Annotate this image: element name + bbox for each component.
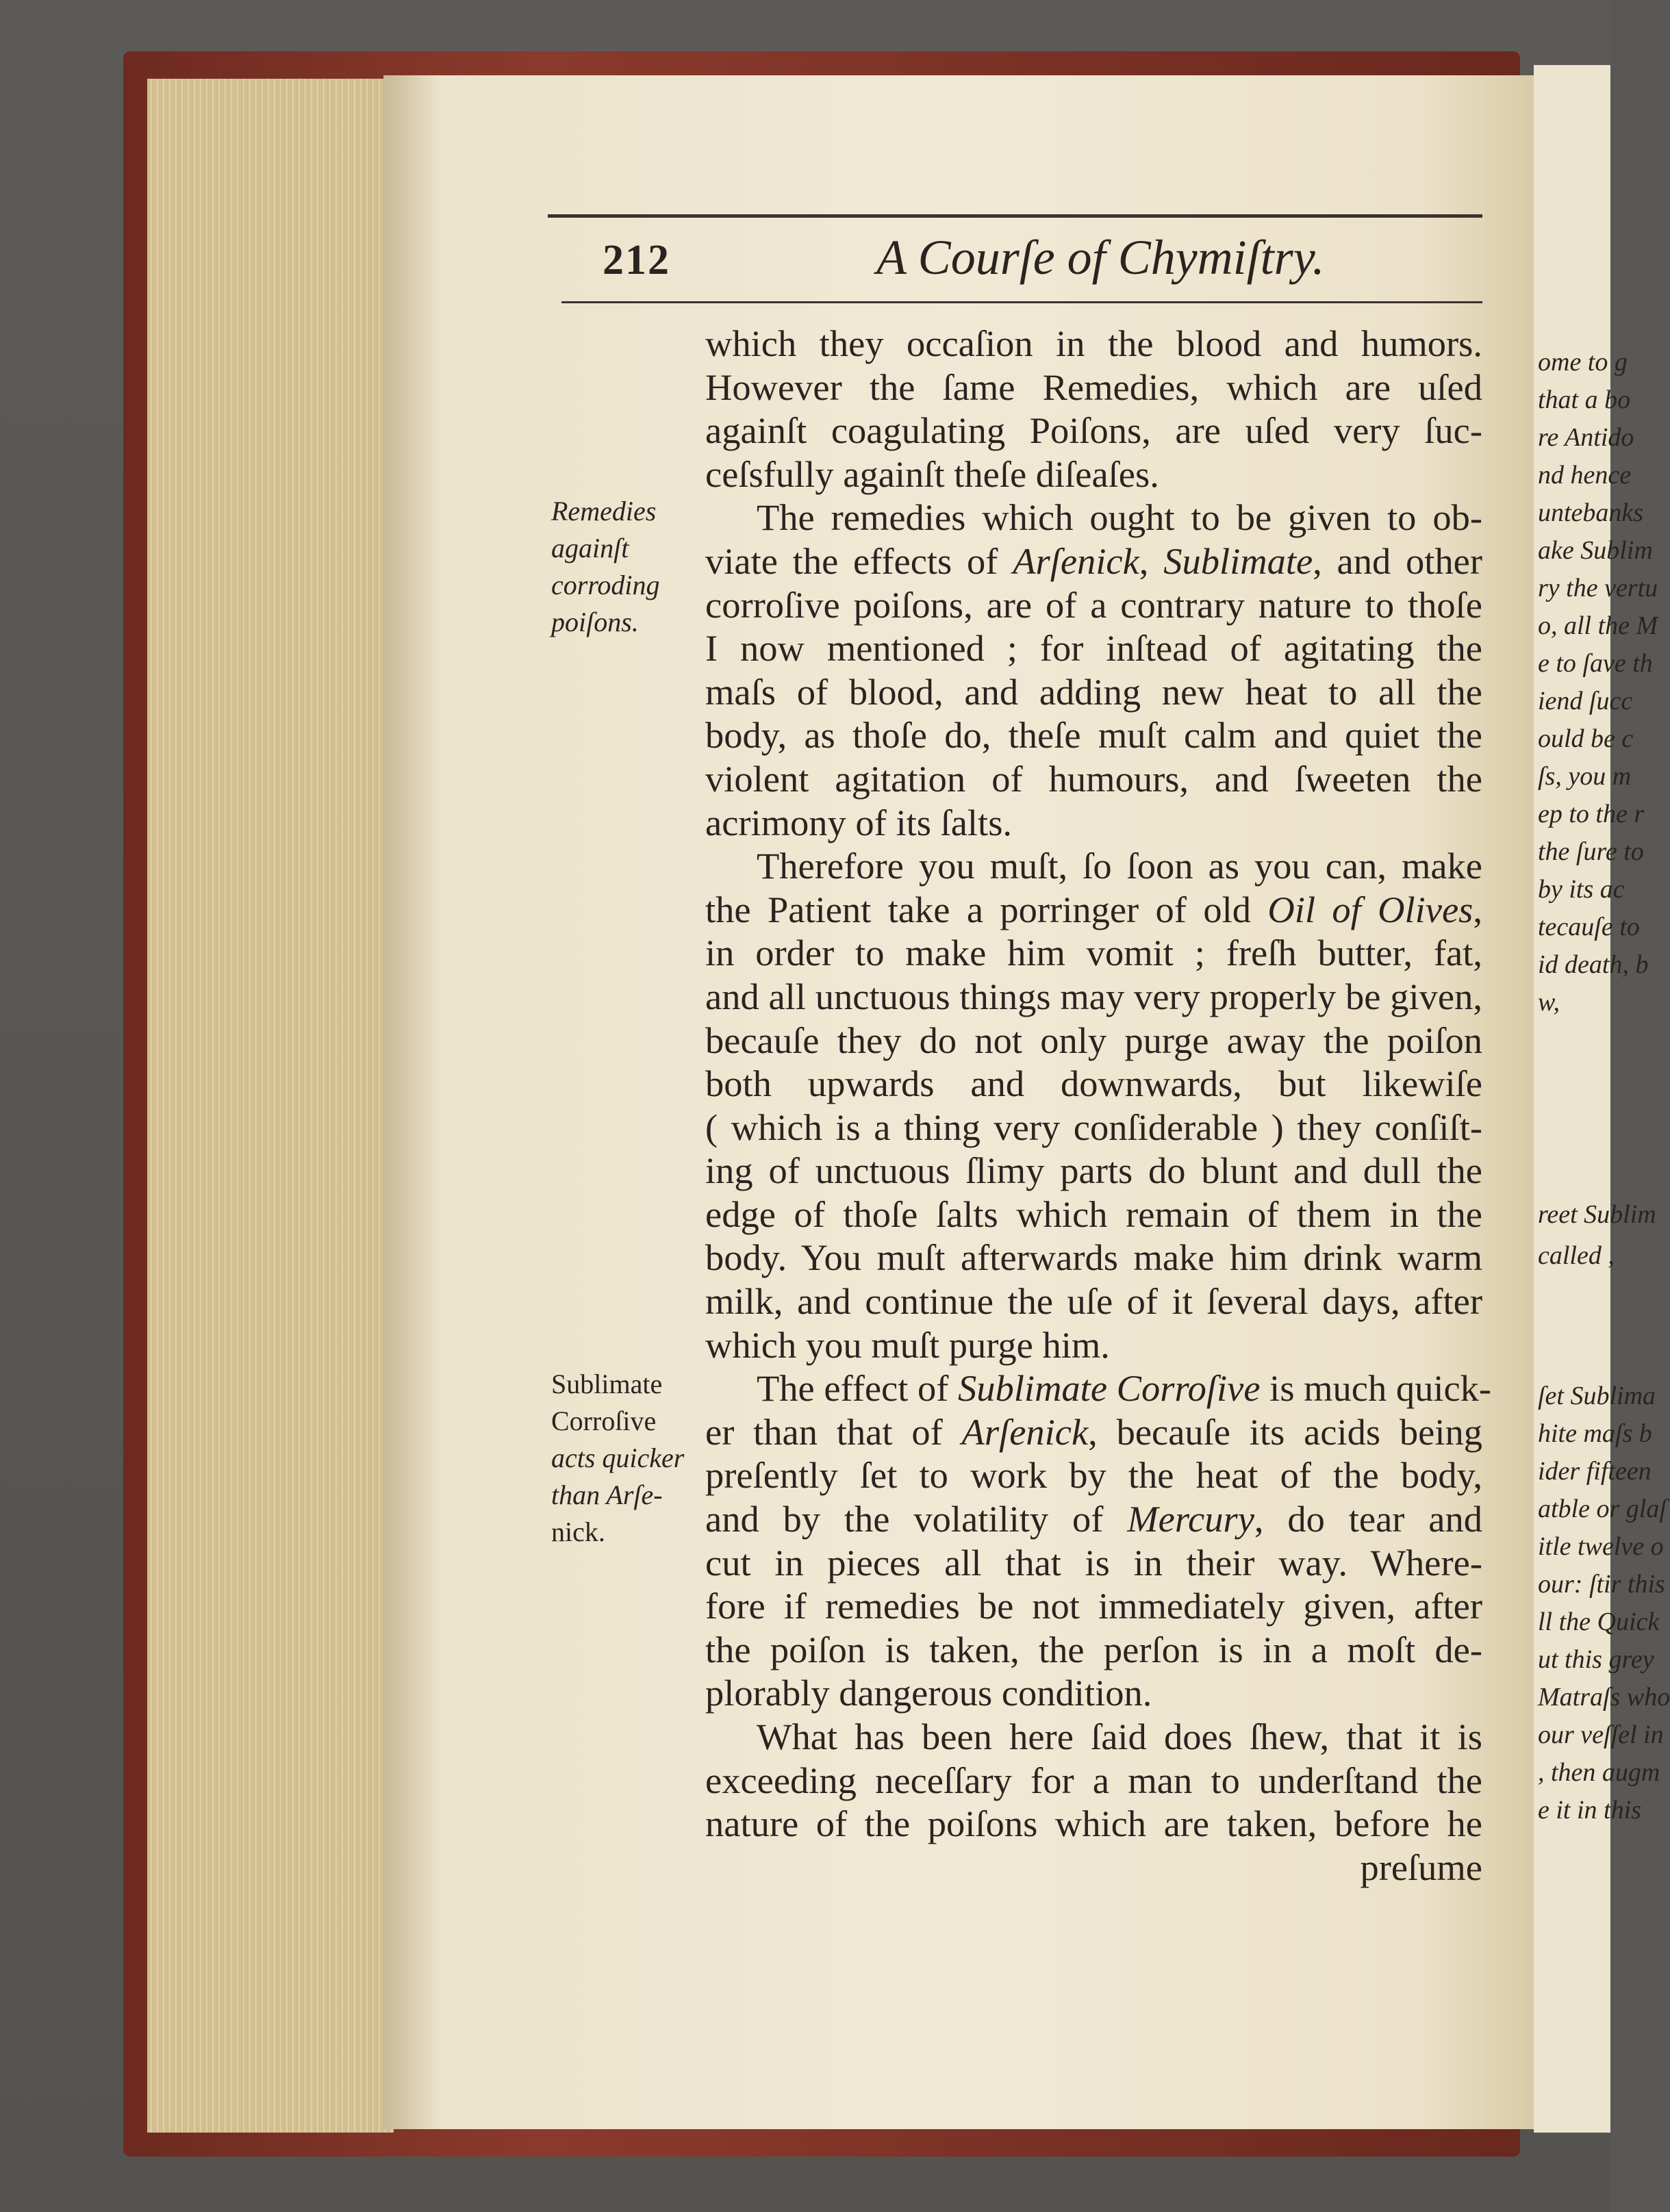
text-line — [705, 453, 1482, 496]
facing-page-line: id death, b — [1538, 950, 1649, 979]
margin-note-sublimate — [551, 1366, 698, 1551]
facing-page-line: ome to g — [1538, 348, 1628, 377]
text-line — [705, 366, 1482, 409]
margin-note-line: nick. — [551, 1516, 605, 1547]
facing-page-line: tecauſe to — [1538, 913, 1640, 941]
text-line — [705, 1149, 1482, 1193]
facing-page-line: ep to the r — [1538, 800, 1645, 828]
text-segment: and all unctuous things may very properly be given, — [705, 975, 1482, 1017]
page-number: 212 — [603, 237, 670, 283]
margin-note-line: Corroſive — [551, 1406, 657, 1436]
text-segment: nature of the poiſons which are taken, before he — [705, 1803, 1482, 1845]
facing-page-line: ry the vertu — [1538, 574, 1658, 602]
text-segment: ceſsfully againſt theſe diſeaſes. — [705, 453, 1159, 495]
margin-note-line: acts quicker — [551, 1442, 685, 1473]
text-segment: ing of unctuous ſlimy parts do blunt and dull the — [705, 1149, 1482, 1192]
italic-term: Sublimate — [1163, 539, 1313, 582]
text-line — [705, 1410, 1482, 1454]
facing-page-line: o, all the M — [1538, 611, 1658, 640]
facing-page-line: e to ſave th — [1538, 649, 1653, 678]
facing-page-line: by its ac — [1538, 875, 1625, 904]
text-line — [705, 1671, 1482, 1715]
facing-page-line: ould be c — [1538, 724, 1634, 753]
text-line — [705, 496, 1482, 539]
text-segment: becauſe they do not only purge away the poiſon — [705, 1019, 1482, 1061]
header-rule-top — [548, 214, 1482, 218]
text-segment: fore if remedies be not immediately given, after — [705, 1585, 1482, 1627]
text-line — [705, 583, 1482, 627]
text-segment: However the ſame Remedies, which are uſed — [705, 366, 1482, 408]
text-segment: The remedies which ought to be given to ob- — [757, 496, 1482, 539]
text-line — [705, 626, 1482, 670]
text-segment: both upwards and downwards, but likewiſe — [705, 1063, 1482, 1105]
margin-note-line: corroding — [551, 570, 660, 600]
text-segment: milk, and continue the uſe of it ſeveral days, after — [705, 1280, 1482, 1323]
facing-page-line: untebanks — [1538, 498, 1644, 527]
text-segment: which they occaſion in the blood and humors. — [705, 322, 1482, 364]
italic-term: Sublimate Corroſive — [958, 1367, 1261, 1410]
text-line — [705, 1193, 1482, 1236]
facing-page-line: our: ſtir this — [1538, 1570, 1665, 1599]
facing-page-line: e it in this — [1538, 1796, 1641, 1825]
facing-page-line: itle twelve o — [1538, 1532, 1664, 1561]
text-segment: and by the volatility of — [705, 1498, 1128, 1540]
running-title: A Courſe of Chymiſtry. — [876, 230, 1325, 285]
margin-note-line: Remedies — [551, 496, 657, 526]
text-line — [705, 670, 1482, 714]
text-line — [705, 1497, 1482, 1541]
text-segment: maſs of blood, and adding new heat to all the — [705, 670, 1482, 713]
facing-page-line: , then augm — [1538, 1758, 1660, 1787]
text-segment: body. You muſt afterwards make him drink warm — [705, 1236, 1482, 1279]
text-segment: againſt coagulating Poiſons, are uſed very ſuc- — [705, 409, 1482, 452]
facing-page-line: reet Sublim — [1538, 1200, 1656, 1229]
text-line — [705, 1759, 1482, 1803]
text-segment: the poiſon is taken, the perſon is in a moſt de- — [705, 1628, 1482, 1670]
text-line — [705, 1628, 1482, 1672]
text-segment: acrimony of its ſalts. — [705, 801, 1013, 843]
text-line — [705, 1323, 1482, 1367]
text-line — [705, 975, 1482, 1019]
text-line — [705, 1453, 1482, 1497]
text-segment: corroſive poiſons, are of a contrary nature to thoſe — [705, 583, 1482, 626]
text-line — [705, 1019, 1482, 1063]
italic-term: Mercury — [1127, 1498, 1254, 1540]
text-line — [705, 1541, 1482, 1585]
text-segment: , becauſe its acids being — [1088, 1410, 1482, 1453]
text-line — [705, 1715, 1482, 1759]
text-segment: in order to make him vomit ; freſh butter, fat, — [705, 932, 1482, 974]
facing-page-line: atble or glaſ — [1538, 1495, 1667, 1523]
margin-note-line: againſt — [551, 533, 629, 563]
text-segment: , — [1139, 539, 1164, 582]
text-segment: which you muſt purge him. — [705, 1323, 1110, 1366]
text-segment: I now mentioned ; for inſtead of agitating the — [705, 627, 1482, 670]
facing-page-line: ſet Sublima — [1538, 1382, 1656, 1410]
text-line — [705, 888, 1482, 932]
text-segment: , do tear and — [1254, 1498, 1482, 1540]
facing-page-line: iend ſucc — [1538, 687, 1633, 715]
facing-page-line: hite maſs b — [1538, 1419, 1652, 1448]
margin-note-line: than Arſe- — [551, 1479, 663, 1510]
text-line — [705, 1584, 1482, 1628]
text-line — [705, 539, 1482, 583]
margin-note-remedies — [551, 493, 698, 641]
header-rule-bottom — [561, 301, 1482, 303]
text-segment: preſume — [1360, 1846, 1482, 1888]
text-line — [705, 1280, 1482, 1323]
text-line — [705, 1106, 1482, 1149]
facing-page-line: called , — [1538, 1241, 1615, 1270]
text-segment: edge of thoſe ſalts which remain of them in the — [705, 1193, 1482, 1235]
text-line — [705, 713, 1482, 757]
text-segment: body, as thoſe do, theſe muſt calm and quiet the — [705, 714, 1482, 757]
text-segment: The effect of — [757, 1367, 959, 1410]
text-segment: exceeding neceſſary for a man to underſtand the — [705, 1759, 1482, 1801]
margin-note-line: poiſons. — [551, 607, 639, 637]
facing-page-line: our veſſel in — [1538, 1720, 1664, 1749]
text-segment: cut in pieces all that is in their way. Where- — [705, 1541, 1482, 1584]
text-line — [705, 409, 1482, 453]
text-line — [705, 931, 1482, 975]
facing-page — [1534, 65, 1670, 2133]
text-segment: ( which is a thing very conſiderable ) they conſiſt- — [705, 1106, 1482, 1148]
text-segment: er than that of — [705, 1410, 962, 1453]
facing-page-line: the ſure to — [1538, 837, 1644, 866]
text-line — [705, 801, 1482, 845]
facing-page-line: re Antido — [1538, 423, 1634, 452]
text-line — [705, 1366, 1492, 1410]
facing-page-line: ſs, you m — [1538, 762, 1632, 791]
facing-page-line: ll the Quick — [1538, 1607, 1660, 1636]
text-segment: violent agitation of humours, and ſweeten the — [705, 757, 1482, 800]
facing-page-line: nd hence — [1538, 461, 1632, 490]
facing-page-line: ake Sublim — [1538, 536, 1653, 565]
facing-page-line: Matraſs who — [1538, 1683, 1670, 1712]
text-line — [705, 1062, 1482, 1106]
facing-page-line: ider fifteen — [1538, 1457, 1652, 1486]
facing-page-line: w, — [1538, 988, 1560, 1017]
text-segment: the Patient take a porringer of old — [705, 888, 1268, 930]
text-line — [705, 757, 1482, 801]
facing-page-line: that a bo — [1538, 385, 1631, 414]
text-segment: is much quick- — [1260, 1367, 1492, 1410]
facing-page-line: ut this grey — [1538, 1645, 1654, 1674]
text-line — [705, 1846, 1482, 1890]
text-segment: What has been here ſaid does ſhew, that it is — [757, 1716, 1482, 1757]
italic-term: Arſenick — [961, 1410, 1089, 1453]
text-segment: Therefore you muſt, ſo ſoon as you can, make — [757, 845, 1482, 887]
body-text — [705, 322, 1492, 1889]
text-segment: viate the effects of — [705, 539, 1013, 582]
margin-note-line: Sublimate — [551, 1369, 663, 1399]
italic-term: Oil of Olives — [1267, 888, 1473, 930]
text-segment: plorably dangerous condition. — [705, 1672, 1152, 1714]
text-segment: , — [1473, 888, 1482, 930]
italic-term: Arſenick — [1013, 539, 1139, 582]
text-segment: preſently ſet to work by the heat of the body, — [705, 1454, 1482, 1497]
text-segment: , and other — [1313, 539, 1482, 582]
text-line — [705, 322, 1482, 366]
text-line — [705, 844, 1482, 888]
text-line — [705, 1802, 1482, 1846]
text-line — [705, 1236, 1482, 1280]
page-edges — [147, 79, 394, 2133]
